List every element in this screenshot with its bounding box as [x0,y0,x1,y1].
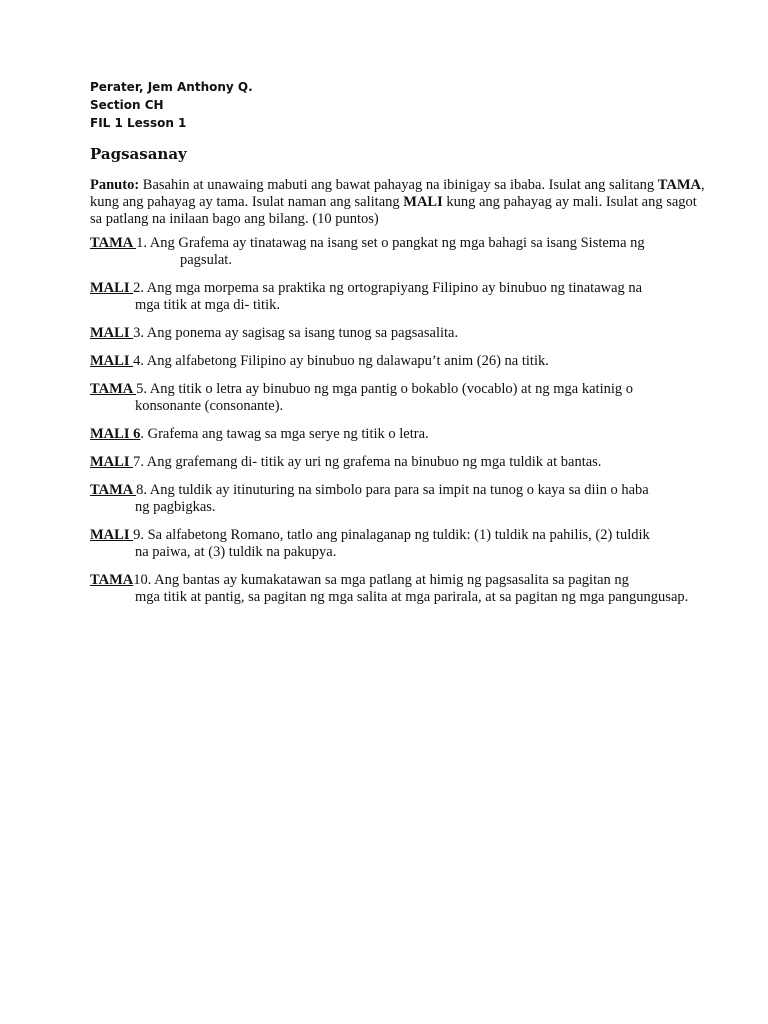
item-text: 3. Ang ponema ay sagisag sa isang tunog sa pagsasalita. [133,325,459,341]
answer-text: MALI [90,454,134,470]
item-continuation: pagsulat. [180,252,232,268]
section-label: Section CH [90,98,164,112]
student-name: Perater, Jem Anthony Q. [90,80,253,94]
item-continuation: mga titik at mga di- titik. [135,297,280,313]
list-item [90,426,708,443]
answer-text: MALI [90,353,134,369]
answer-text: MALI [90,527,134,543]
list-item [90,527,708,561]
instructions-tama: TAMA [657,177,702,193]
list-item [90,280,708,314]
item-text: 9. Sa alfabetong Romano, tatlo ang pinalaganap ng tuldik: (1) tuldik na pahilis, (2) tuldik [133,527,650,543]
item-text: 8. Ang tuldik ay itinuturing na simbolo para para sa impit na tunog o kaya sa diin o haba [136,482,649,498]
answer-text: MALI 6 [90,426,141,442]
list-item [90,353,708,370]
answer-text: TAMA [90,572,134,588]
item-continuation: mga titik at pantig, sa pagitan ng mga salita at mga parirala, at sa pagitan ng mga pangungusap. [135,589,689,605]
answer-text: TAMA [90,381,137,397]
list-item [90,482,708,516]
answer-text: MALI [90,280,134,296]
answer-text: MALI [90,325,134,341]
list-item [90,454,708,471]
item-continuation: na paiwa, at (3) tuldik na pakupya. [135,544,337,560]
instructions-paragraph [90,177,708,228]
answer-text: TAMA [90,482,137,498]
instructions-text-3: kung ang pahayag ay mali. Isulat ang sagot sa patlang na inilaan bago ang bilang. (10 puntos) [90,194,697,227]
list-item [90,381,708,415]
instructions-text-2: , kung ang pahayag ay tama. Isulat naman ang salitang [90,177,705,210]
item-text: 7. Ang grafemang di- titik ay uri ng grafema na binubuo ng mga tuldik at bantas. [133,454,602,470]
item-text: . Grafema ang tawag sa mga serye ng titik o letra. [140,426,429,442]
item-continuation: konsonante (consonante). [135,398,284,414]
instructions-label: Panuto: [90,177,140,193]
instructions-text-1: Basahin at unawaing mabuti ang bawat pahayag na ibinigay sa ibaba. Isulat ang salitang [139,177,658,193]
item-text: 1. Ang Grafema ay tinatawag na isang set o pangkat ng mga bahagi sa isang Sistema ng [136,235,645,251]
item-text: 10. Ang bantas ay kumakatawan sa mga patlang at himig ng pagsasalita sa pagitan ng [133,572,629,588]
item-text: 5. Ang titik o letra ay binubuo ng mga pantig o bokablo (vocablo) at ng mga katinig o [136,381,633,397]
list-item [90,325,708,342]
list-item [90,235,708,269]
page-title: Pagsasanay [90,145,187,163]
item-continuation: ng pagbigkas. [135,499,216,515]
list-item [90,572,708,606]
item-text: 2. Ang mga morpema sa praktika ng ortograpiyang Filipino ay binubuo ng tinatawag na [133,280,643,296]
lesson-label: FIL 1 Lesson 1 [90,116,187,130]
item-text: 4. Ang alfabetong Filipino ay binubuo ng dalawapu’t anim (26) na titik. [133,353,549,369]
instructions-mali: MALI [403,194,443,210]
answer-text: TAMA [90,235,137,251]
